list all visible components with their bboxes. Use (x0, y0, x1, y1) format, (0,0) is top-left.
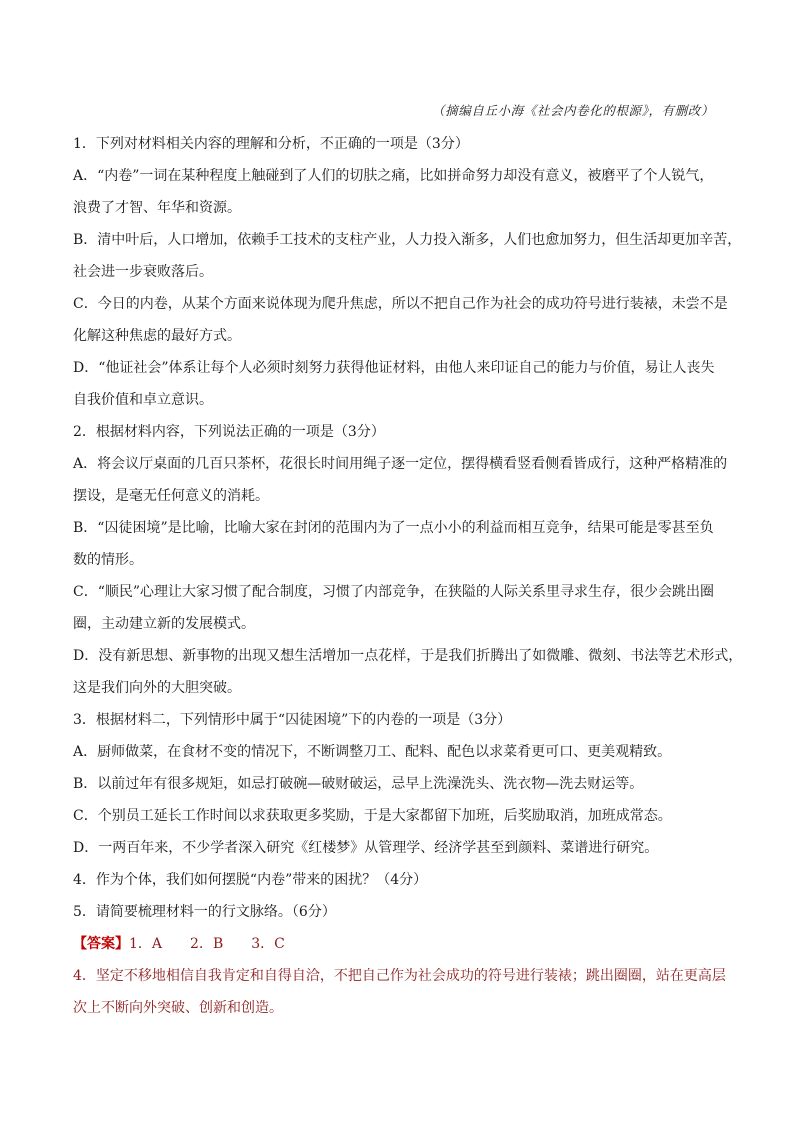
option-a-line-1: A．“内卷”一词在某种程度上触碰到了人们的切肤之痛，比如拼命努力却没有意义，被磨平了个人锐气， (73, 168, 714, 184)
answer-block (73, 928, 737, 1024)
answer-choice-3: 3．C (251, 936, 285, 952)
answer-choice-2: 2．B (190, 936, 224, 952)
source-note: （摘编自丘小海《社会内卷化的根源》，有删改） (432, 103, 714, 118)
question-2 (73, 416, 743, 704)
question-list (73, 128, 743, 1024)
question-5 (73, 896, 737, 928)
question-4 (73, 864, 737, 896)
option-c-line-2: 化解这种焦虑的最好方式。 (73, 328, 241, 344)
question-stem: 4．作为个体，我们如何摆脱“内卷”带来的困扰？（4分） (73, 872, 428, 888)
question-3 (73, 704, 737, 864)
option-b-line-1: B．“囚徒困境”是比喻，比喻大家在封闭的范围内为了一点小小的利益而相互竞争，结果可能是零甚至负 (73, 520, 714, 536)
option-b-line-2: 社会进一步衰败落后。 (73, 264, 213, 280)
question-stem: 5．请简要梳理材料一的行文脉络。（6分） (73, 904, 336, 920)
option-a-line-1: A．将会议厅桌面的几百只茶杯，花很长时间用绳子逐一定位，摆得横看竖看侧看皆成行，这种严格精准的 (73, 456, 728, 472)
option-c-line-1: C．今日的内卷，从某个方面来说体现为爬升焦虑，所以不把自己作为社会的成功符号进行装裱，未尝不是 (73, 296, 728, 312)
answer-choice-1: 1．A (129, 936, 163, 952)
option-a-line-2: 摆设，是毫无任何意义的消耗。 (73, 488, 269, 504)
answer-tag: 【答案】 (73, 936, 129, 952)
question-stem: 1．下列对材料相关内容的理解和分析，不正确的一项是（3分） (73, 136, 469, 152)
option-d-line-1: D．“他证社会”体系让每个人必须时刻努力获得他证材料，由他人来印证自己的能力与价值，易让人丧失 (73, 360, 715, 376)
question-stem: 3．根据材料二，下列情形中属于“囚徒困境”下的内卷的一项是（3分） (73, 712, 512, 728)
option-b-line-2: 数的情形。 (73, 552, 143, 568)
option-c-line-1: C．“顺民”心理让大家习惯了配合制度，习惯了内部竞争，在狭隘的人际关系里寻求生存，很少会跳出圈 (73, 584, 715, 600)
question-1 (73, 128, 742, 416)
option-c: C．个别员工延长工作时间以求获取更多奖励，于是大家都留下加班，后奖励取消，加班成常态。 (73, 808, 672, 824)
answer-choices-line (73, 928, 737, 960)
option-a: A．厨师做菜，在食材不变的情况下，不断调整刀工、配料、配色以求菜肴更可口、更美观精致。 (73, 744, 672, 760)
answer-q4-line-2: 次上不断向外突破、创新和创造。 (73, 1000, 283, 1016)
option-d-line-2: 自我价值和卓立意识。 (73, 392, 213, 408)
question-stem: 2．根据材料内容，下列说法正确的一项是（3分） (73, 424, 385, 440)
option-d-line-2: 这是我们向外的大胆突破。 (73, 680, 241, 696)
option-b: B．以前过年有很多规矩，如忌打破碗—破财破运，忌早上洗澡洗头、洗衣物—洗去财运等。 (73, 776, 644, 792)
option-c-line-2: 圈，主动建立新的发展模式。 (73, 616, 255, 632)
answer-q4-line-1: 4．坚定不移地相信自我肯定和自得自洽，不把自己作为社会成功的符号进行装裱；跳出圈圈，站在更高层 (73, 968, 726, 984)
option-d-line-1: D．没有新思想、新事物的出现又想生活增加一点花样，于是我们折腾出了如微雕、微刻、书法等艺术形式， (73, 648, 743, 664)
option-b-line-1: B．清中叶后，人口增加，依赖手工技术的支柱产业，人力投入渐多，人们也愈加努力，但生活却更加辛苦， (73, 232, 742, 248)
option-d: D．一两百年来，不少学者深入研究《红楼梦》从管理学、经济学甚至到颜料、菜谱进行研究。 (73, 840, 659, 856)
option-a-line-2: 浪费了才智、年华和资源。 (73, 200, 241, 216)
